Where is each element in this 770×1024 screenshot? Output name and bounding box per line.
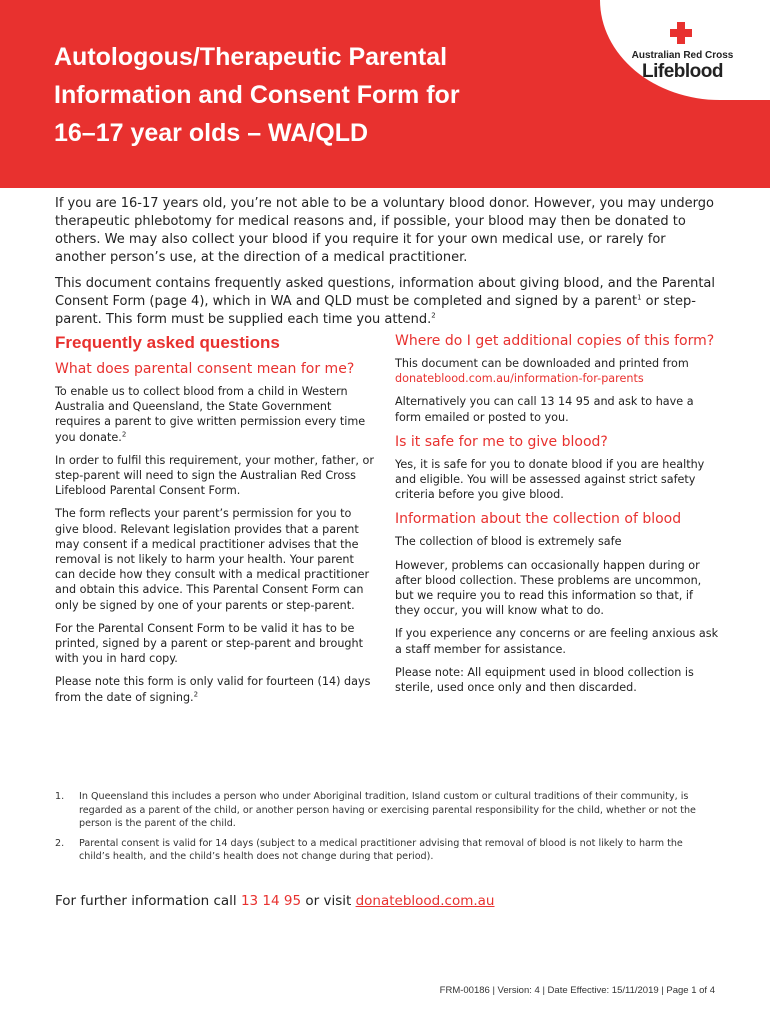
answer-paragraph: This document can be downloaded and printed from donateblood.com.au/information-for-parents bbox=[395, 357, 689, 386]
page-title bbox=[54, 38, 574, 152]
intro-section bbox=[55, 195, 715, 337]
footnotes bbox=[55, 790, 715, 870]
title-line-3: 16–17 year olds – WA/QLD bbox=[54, 119, 369, 147]
faq-right-column bbox=[395, 332, 720, 703]
answer-paragraph: If you experience any concerns or are feeling anxious ask a staff member for assistance. bbox=[395, 627, 719, 656]
title-line-1: Autologous/Therapeutic Parental bbox=[54, 43, 448, 71]
logo-lifeblood: Lifeblood bbox=[642, 61, 723, 82]
answer-paragraph: In order to fulfil this requirement, your mother, father, or step-parent will need to sign the Australian Red Cross Lifeblood Parental Consent Form. bbox=[55, 453, 374, 498]
phone-number-link[interactable]: 13 14 95 bbox=[240, 893, 302, 909]
red-cross-icon bbox=[670, 22, 692, 44]
information-for-parents-link[interactable]: donateblood.com.au/information-for-parents bbox=[395, 372, 644, 386]
faq-left-column bbox=[55, 332, 375, 713]
website-link[interactable]: donateblood.com.au bbox=[355, 893, 495, 909]
intro-paragraph-1: If you are 16-17 years old, you’re not able to be a voluntary blood donor. However, you may undergo therapeutic phlebotomy for medical reasons and, if possible, your blood may then be donated to others. We may also collect your blood if you require it for your own medical use, or rarely for another person’s use, at the direction of a medical practitioner. bbox=[55, 196, 714, 265]
answer-paragraph: However, problems can occasionally happen during or after blood collection. These problems are uncommon, but we require you to read this information so that, if they occur, you will know what to do. bbox=[395, 558, 702, 618]
document-footer: FRM-00186 | Version: 4 | Date Effective: 15/11/2019 | Page 1 of 4 bbox=[439, 985, 715, 996]
title-line-2: Information and Consent Form for bbox=[54, 81, 460, 109]
question-parental-consent: What does parental consent mean for me? bbox=[55, 361, 355, 377]
question-additional-copies: Where do I get additional copies of this form? bbox=[395, 333, 715, 349]
answer-paragraph: The collection of blood is extremely safe bbox=[395, 535, 622, 549]
logo-org-name: Australian Red Cross bbox=[631, 50, 734, 61]
answer-paragraph: To enable us to collect blood from a child in Western Australia and Queensland, the State Government requires a parent to give written permission every time you donate.$^2$ bbox=[55, 385, 366, 444]
intro-paragraph-2: This document contains frequently asked questions, information about giving blood, and the Parental Consent Form (page 4), which in WA and QLD must be completed and signed by a parent$^1$ or step-parent. This form must be supplied each time you attend.$^2$ bbox=[55, 276, 715, 327]
answer-paragraph: Please note this form is only valid for fourteen (14) days from the date of signing.$^2$ bbox=[55, 675, 371, 704]
answer-paragraph: Please note: All equipment used in blood collection is sterile, used once only and then discarded. bbox=[395, 665, 694, 695]
faq-heading: Frequently asked questions bbox=[55, 333, 280, 352]
footnote-2: 2. Parental consent is valid for 14 days (subject to a medical practitioner advising that removal of blood is not likely to harm the child’s health, and the child’s health does not change during that period). bbox=[55, 837, 683, 862]
footnote-ref-2: 2 bbox=[431, 311, 436, 320]
question-is-it-safe: Is it safe for me to give blood? bbox=[395, 433, 608, 450]
footnote-1: 1. In Queensland this includes a person who under Aboriginal tradition, Island custom or cultural traditions of their community, is regarded as a parent of the child, or another person having or exercising parental responsibility for the child, whether or not the person is the parent of the child. bbox=[55, 791, 696, 829]
further-information: For further information call 13 14 95 or visit donateblood.com.au bbox=[55, 893, 495, 909]
answer-paragraph: Yes, it is safe for you to donate blood if you are healthy and eligible. You will be assessed against strict safety criteria before you give blood. bbox=[395, 457, 705, 502]
answer-paragraph: The form reflects your parent’s permission for you to give blood. Relevant legislation provides that a parent may consent if a medical practitioner advises that the removal is not likely to harm your health. Your parent can decide how they consult with a medical practitioner and obtain this advice. This Parental Consent Form can only be signed by one of your parents or step-parent. bbox=[55, 507, 370, 612]
footnote-ref-1: 1 bbox=[637, 293, 642, 302]
answer-paragraph: Alternatively you can call 13 14 95 and ask to have a form emailed or posted to you. bbox=[395, 395, 694, 424]
answer-paragraph: For the Parental Consent Form to be valid it has to be printed, signed by a parent or step-parent and brought with you in hard copy. bbox=[55, 621, 364, 666]
question-collection-info: Information about the collection of blood bbox=[395, 511, 682, 528]
